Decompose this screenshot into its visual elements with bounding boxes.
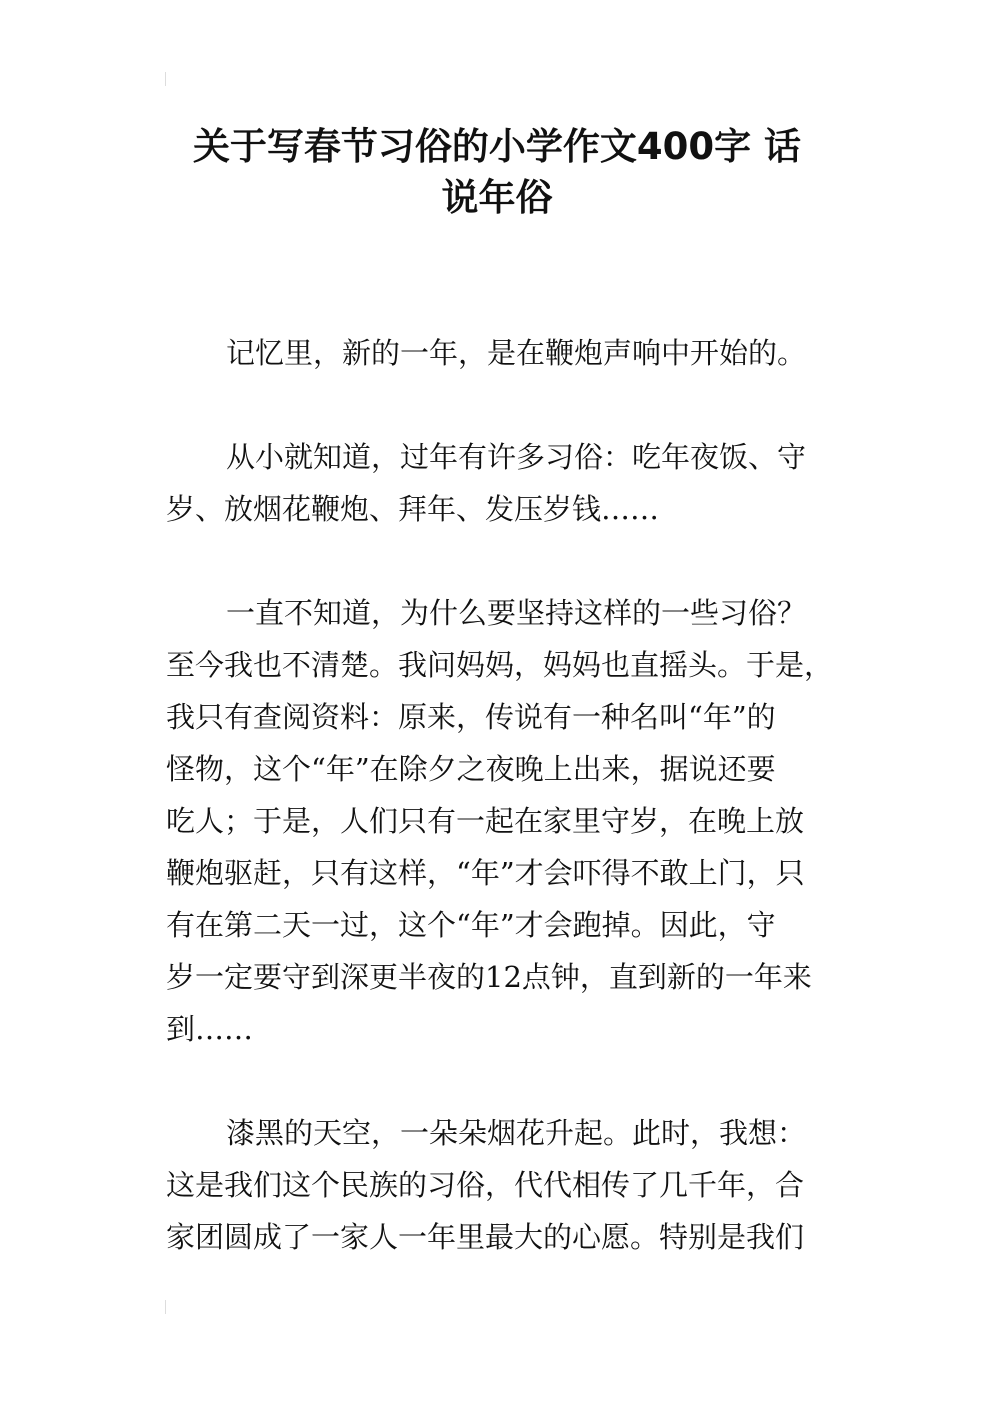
page-corner-mark bbox=[165, 72, 166, 86]
text-line: 吃人；于是，人们只有一起在家里守岁，在晚上放 bbox=[166, 804, 805, 838]
text-line: 家团圆成了一家人一年里最大的心愿。特别是我们 bbox=[166, 1220, 805, 1254]
text-line: 怪物，这个“年”在除夕之夜晚上出来，据说还要 bbox=[166, 752, 776, 786]
text-line: 一直不知道，为什么要坚持这样的一些习俗？ bbox=[226, 596, 807, 630]
text-line: 这是我们这个民族的习俗，代代相传了几千年，合 bbox=[166, 1168, 805, 1202]
document-title-line-2: 说年俗 bbox=[441, 176, 553, 219]
text-line: 我只有查阅资料：原来，传说有一种名叫“年”的 bbox=[166, 700, 776, 734]
text-line: 岁一定要守到深更半夜的12点钟，直到新的一年来 bbox=[166, 960, 812, 994]
text-line: 到…… bbox=[166, 1012, 254, 1046]
text-line: 岁、放烟花鞭炮、拜年、发压岁钱…… bbox=[166, 492, 660, 526]
text-line: 从小就知道，过年有许多习俗：吃年夜饭、守 bbox=[226, 440, 807, 474]
text-line: 记忆里，新的一年，是在鞭炮声响中开始的。 bbox=[226, 336, 807, 370]
text-line: 漆黑的天空，一朵朵烟花升起。此时，我想： bbox=[226, 1116, 807, 1150]
document-title-line-1: 关于写春节习俗的小学作文400字 话 bbox=[192, 125, 802, 168]
text-line: 鞭炮驱赶，只有这样，“年”才会吓得不敢上门，只 bbox=[166, 856, 805, 890]
text-line: 至今我也不清楚。我问妈妈，妈妈也直摇头。于是， bbox=[166, 648, 834, 682]
text-line: 有在第二天一过，这个“年”才会跑掉。因此，守 bbox=[166, 908, 776, 942]
page-corner-mark bbox=[165, 1300, 166, 1314]
